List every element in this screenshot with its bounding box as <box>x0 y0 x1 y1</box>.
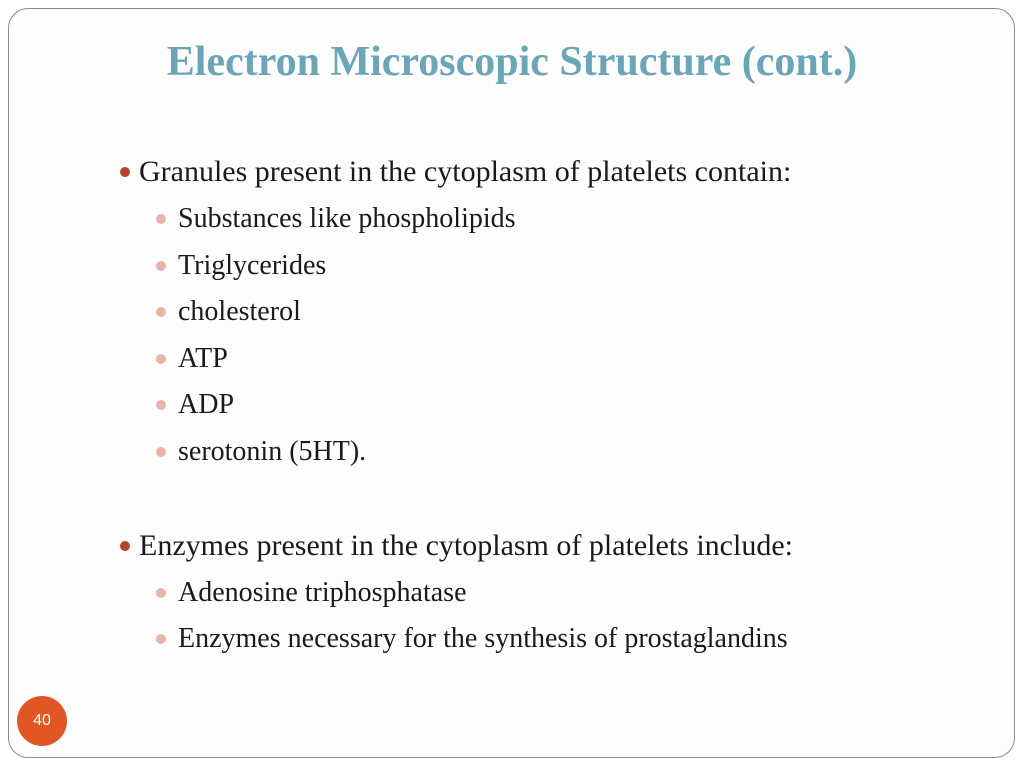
bullet-text: Substances like phospholipids <box>178 203 516 234</box>
list-item <box>156 249 326 283</box>
bullet-text: ATP <box>178 343 228 374</box>
bullet-dot-icon <box>156 588 166 598</box>
bullet-text: cholesterol <box>178 296 301 327</box>
list-item <box>156 295 301 329</box>
bullet-text: Enzymes present in the cytoplasm of platelets include: <box>139 529 793 562</box>
section-heading-granules <box>120 154 791 190</box>
bullet-dot-icon <box>156 400 166 410</box>
bullet-text: Enzymes necessary for the synthesis of prostaglandins <box>178 623 788 654</box>
bullet-dot-icon <box>156 261 166 271</box>
bullet-text: Granules present in the cytoplasm of platelets contain: <box>139 155 792 188</box>
bullet-text: Adenosine triphosphatase <box>178 577 467 608</box>
bullet-dot-icon <box>120 541 130 551</box>
bullet-dot-icon <box>120 167 130 177</box>
bullet-dot-icon <box>156 447 166 457</box>
list-item <box>156 388 234 422</box>
list-item <box>156 622 788 656</box>
bullet-text: serotonin (5HT). <box>178 436 367 467</box>
page-number-badge: 40 <box>17 696 67 746</box>
bullet-dot-icon <box>156 214 166 224</box>
bullet-text: Triglycerides <box>178 250 327 281</box>
bullet-text: ADP <box>178 389 235 420</box>
list-item <box>156 202 516 236</box>
list-item <box>156 342 228 376</box>
bullet-dot-icon <box>156 354 166 364</box>
section-heading-enzymes <box>120 528 793 564</box>
list-item <box>156 576 467 610</box>
bullet-dot-icon <box>156 634 166 644</box>
list-item <box>156 435 366 469</box>
bullet-dot-icon <box>156 307 166 317</box>
slide-title: Electron Microscopic Structure (cont.) <box>166 39 858 85</box>
